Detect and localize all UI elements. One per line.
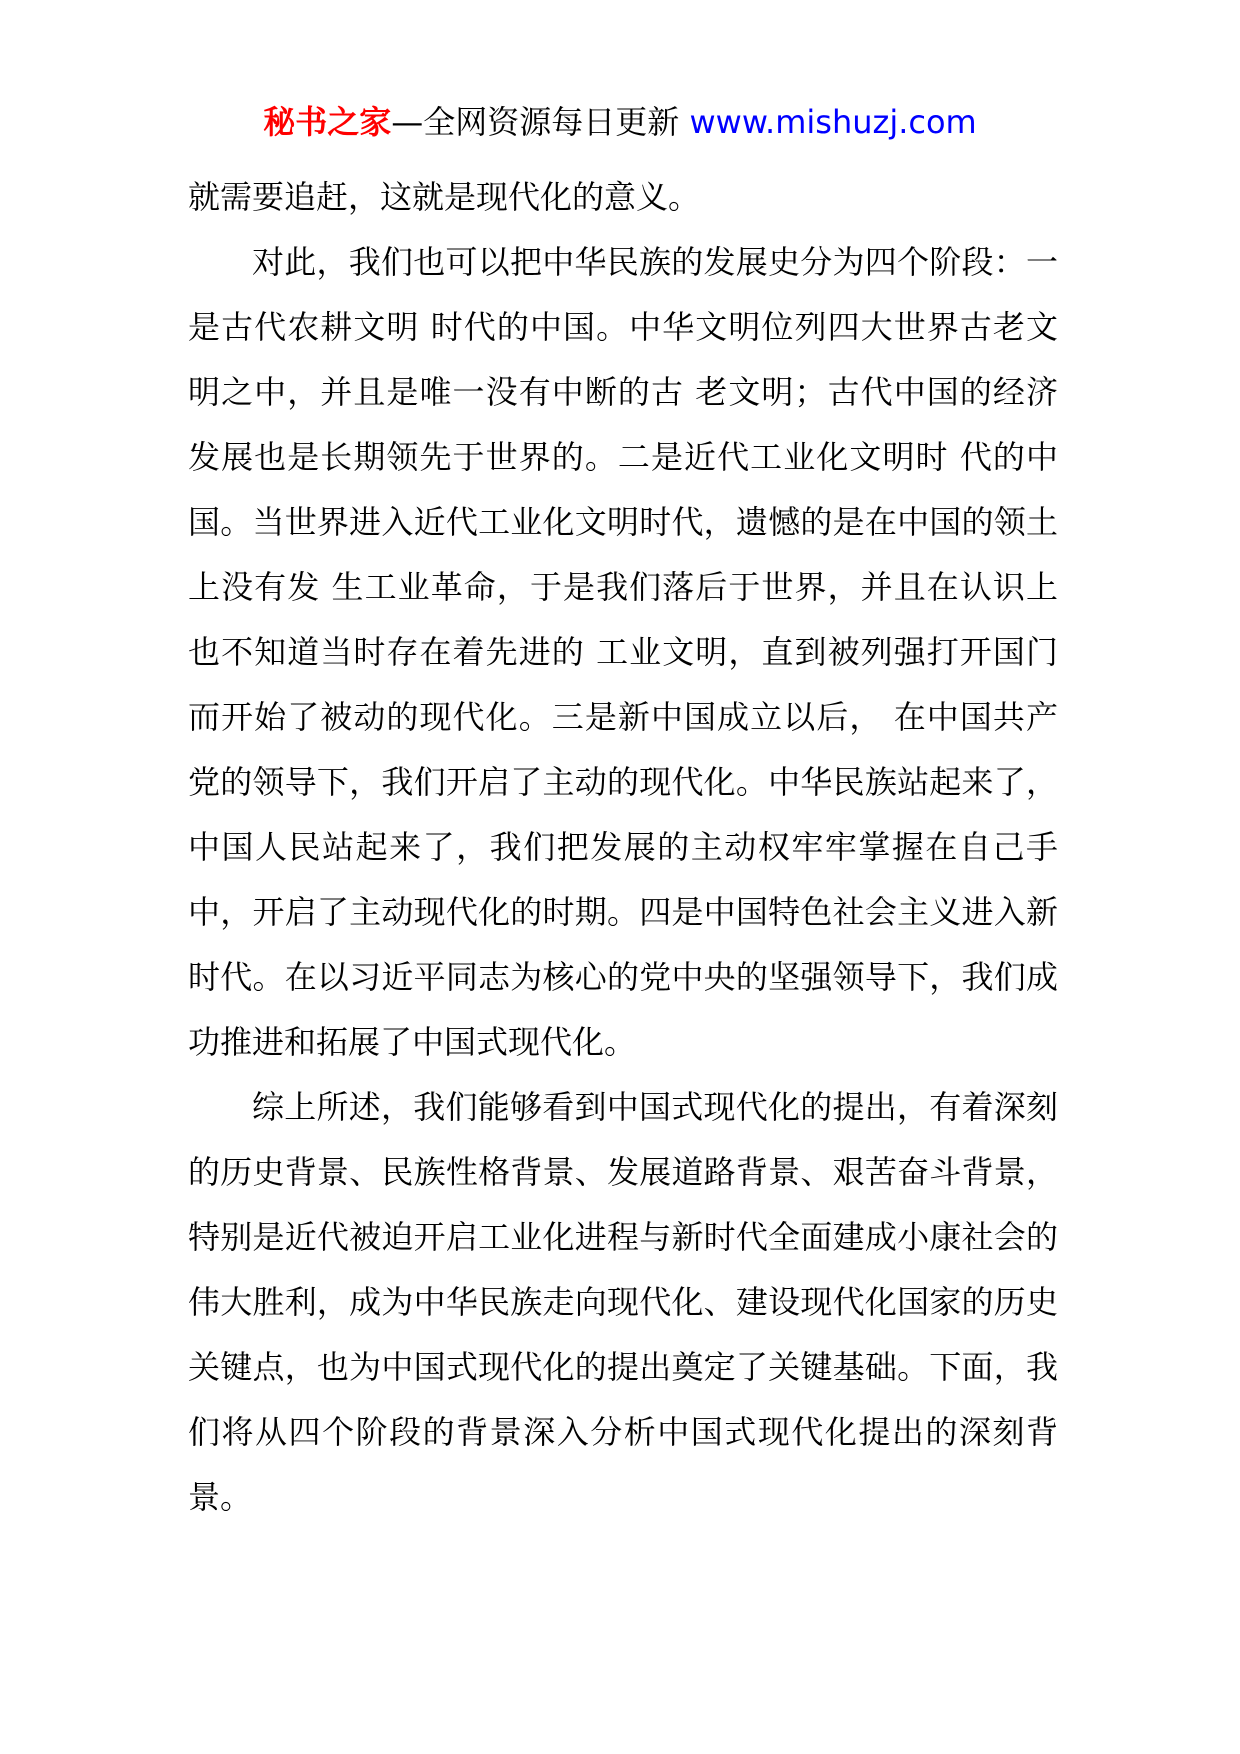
paragraph-stages: 对此，我们也可以把中华民族的发展史分为四个阶段：一是古代农耕文明 时代的中国。中华文明位列四大世界古老文明之中，并且是唯一没有中断的古 老文明；古代中国的经济发展也是长期领先于世界的。二是近代工业化文明时 代的中国。当世界进入近代工业化文明时代，遗憾的是在中国的领土上没有发 生工业革命，于是我们落后于世界，并且在认识上也不知道当时存在着先进的 工业文明，直到被列强打开国门而开始了被动的现代化。三是新中国成立以后， 在中国共产党的领导下，我们开启了主动的现代化。中华民族站起来了，中国人民站起来了，我们把发展的主动权牢牢掌握在自己手中，开启了主动现代化的时期。四是中国特色社会主义进入新时代。在以习近平同志为核心的党中央的坚强领导下，我们成功推进和拓展了中国式现代化。 xyxy=(188,243,1058,1061)
header-tagline: —全网资源每日更新 xyxy=(391,103,680,141)
document-body xyxy=(188,165,1058,1530)
paragraph-continued: 就需要追赶，这就是现代化的意义。 xyxy=(188,178,701,216)
paragraph-summary: 综上所述，我们能够看到中国式现代化的提出，有着深刻的历史背景、民族性格背景、发展道路背景、艰苦奋斗背景，特别是近代被迫开启工业化进程与新时代全面建成小康社会的伟大胜利，成为中华民族走向现代化、建设现代化国家的历史关键点，也为中国式现代化的提出奠定了关键基础。下面，我们将从四个阶段的背景深入分析中国式现代化提出的深刻背景。 xyxy=(188,1088,1058,1516)
header-brand: 秘书之家 xyxy=(263,103,392,141)
header-url-link[interactable]: www.mishuzj.com xyxy=(689,103,977,141)
page-header xyxy=(0,100,1240,144)
